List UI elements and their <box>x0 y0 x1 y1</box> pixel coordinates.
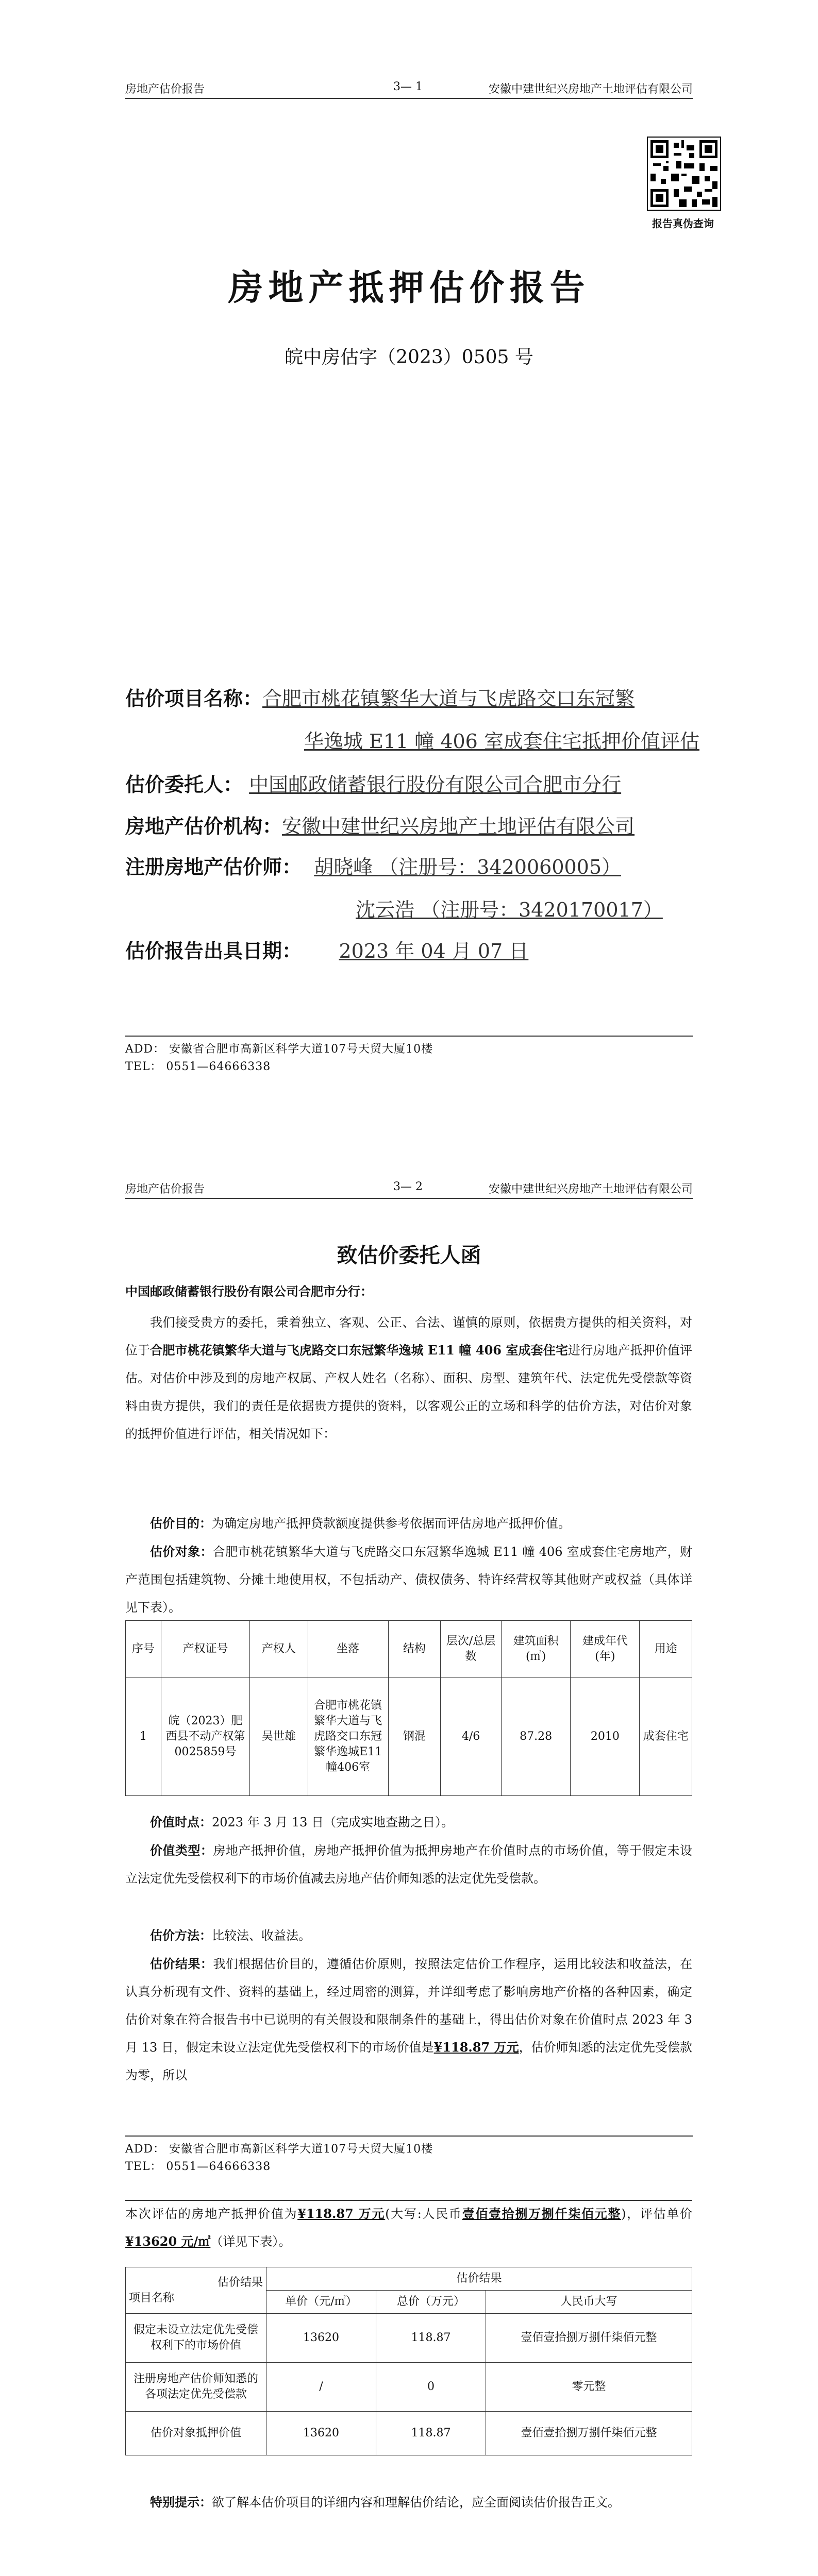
table-cell: 皖（2023）肥西县不动产权第0025859号 <box>161 1677 249 1796</box>
date-value: 2023 年 04 月 07 日 <box>339 940 529 962</box>
group-header: 估价结果 <box>266 2267 692 2291</box>
header-page-number: 3— 2 <box>393 1180 423 1193</box>
project-row-2 <box>304 725 727 754</box>
p3-intro-d: （详见下表）。 <box>210 2234 291 2249</box>
report-number: 皖中房估字（2023）0505 号 <box>285 347 533 368</box>
col-header: 建成年代(年) <box>571 1621 640 1677</box>
header-right: 安徽中建世纪兴房地产土地评估有限公司 <box>488 1183 693 1196</box>
p3-intro-b: (大写:人民币 <box>385 2207 462 2221</box>
header-left: 房地产估价报告 <box>125 1183 205 1196</box>
appraiser-2: 沈云浩 （注册号：3420170017） <box>356 899 663 921</box>
table-row <box>126 1677 692 1796</box>
p3-intro-c: )，评估单价 <box>621 2207 693 2221</box>
addressee-text: 中国邮政储蓄银行股份有限公司合肥市分行： <box>125 1284 373 1299</box>
qr-caption: 报告真伪查询 <box>652 217 714 230</box>
client-label: 估价委托人： <box>125 773 243 796</box>
table-cell: 13620 <box>266 2412 376 2455</box>
p3-intro-value: ¥118.87 万元 <box>297 2206 386 2221</box>
note-paragraph <box>125 2488 692 2516</box>
date-row <box>125 935 718 963</box>
result-paragraph <box>125 1950 692 2089</box>
appraiser-row-2 <box>356 894 716 922</box>
table-cell: 87.28 <box>501 1677 570 1796</box>
report-title: 房地产抵押估价报告 <box>228 267 590 309</box>
table-cell: 118.87 <box>376 2412 486 2455</box>
table-row <box>126 2412 692 2455</box>
object-label: 估价对象： <box>150 1544 213 1559</box>
table-cell: 0 <box>376 2363 486 2412</box>
appraiser-label: 注册房地产估价师： <box>125 855 302 878</box>
table-header-row <box>126 2267 692 2291</box>
value-type-label: 价值类型： <box>150 1843 213 1858</box>
result-value: ¥118.87 万元 <box>433 2040 519 2055</box>
table-row <box>126 2363 692 2412</box>
col-header: 用途 <box>640 1621 692 1677</box>
item-col-label: 项目名称 <box>129 2291 175 2304</box>
org-row <box>125 810 718 839</box>
table-cell: 2010 <box>571 1677 640 1796</box>
addressee <box>125 1278 692 1306</box>
client-value: 中国邮政储蓄银行股份有限公司合肥市分行 <box>249 773 622 796</box>
col-header: 产权证号 <box>161 1621 249 1677</box>
continuation-page <box>0 2200 818 2576</box>
table-cell: 零元整 <box>486 2363 692 2412</box>
footer-address: ADD： 安徽省合肥市高新区科学大道107号天贸大厦10楼 <box>125 2143 433 2156</box>
item-header-cell <box>126 2267 266 2314</box>
footer-tel: TEL： 0551—64666338 <box>125 1060 271 1073</box>
footer-tel: TEL： 0551—64666338 <box>125 2160 271 2173</box>
col-header: 建筑面积(㎡) <box>501 1621 570 1677</box>
project-value-line1: 合肥市桃花镇繁华大道与飞虎路交口东冠繁 <box>262 687 635 710</box>
result-table <box>125 2267 692 2455</box>
col-header: 坐落 <box>308 1621 388 1677</box>
result-col-label: 估价结果 <box>217 2276 263 2289</box>
appraiser-1: 胡晓峰 （注册号：3420060005） <box>314 856 622 878</box>
property-table <box>125 1620 692 1796</box>
value-date-paragraph <box>125 1808 692 1836</box>
method-text: 比较法、收益法。 <box>212 1928 311 1943</box>
project-label: 估价项目名称： <box>125 687 263 710</box>
method-paragraph <box>125 1922 692 1950</box>
result-label: 估价结果： <box>150 1956 213 1971</box>
client-row <box>125 769 718 797</box>
col-header: 总价（万元） <box>376 2291 486 2314</box>
date-label: 估价报告出具日期： <box>125 939 302 962</box>
table-cell: 1 <box>126 1677 161 1796</box>
result-text-a: 我们根据估价目的，遵循估价原则，按照法定估价工作程序，运用比较法和收益法，在认真分析现有文件、资料的基础上，经过周密的测算，并详细考虑了影响房地产价格的各种因素，确定估价对象在符合报告书中已说明的有关假设和限制条件的基础上，得出估价对象在价值时点 2023 年 3 月 13 日，假定未设立法定优先受偿权利下的市场价值是 <box>125 1957 693 2055</box>
object-paragraph <box>125 1538 692 1621</box>
page-footer <box>125 1036 693 1076</box>
intro-property: 合肥市桃花镇繁华大道与飞虎路交口东冠繁华逸城 E11 幢 406 室成套住宅 <box>150 1343 569 1358</box>
note-text: 欲了解本估价项目的详细内容和理解估价结论，应全面阅读估价报告正文。 <box>212 2495 620 2510</box>
table-cell: 13620 <box>266 2314 376 2363</box>
page-footer <box>125 2136 693 2176</box>
project-value-line2: 华逸城 E11 幢 406 室成套住宅抵押价值评估 <box>304 730 699 753</box>
p3-intro-upper: 壹佰壹拾捌万捌仟柒佰元整 <box>462 2206 622 2221</box>
col-header: 单价（元/㎡） <box>266 2291 376 2314</box>
table-row <box>126 2314 692 2363</box>
value-date-text: 2023 年 3 月 13 日（完成实地查勘之日）。 <box>212 1815 454 1829</box>
table-cell: 钢混 <box>388 1677 440 1796</box>
table-cell: 估价对象抵押价值 <box>126 2412 266 2455</box>
table-cell: 合肥市桃花镇繁华大道与飞虎路交口东冠繁华逸城E11幢406室 <box>308 1677 388 1796</box>
col-header: 人民币大写 <box>486 2291 692 2314</box>
intro-text-a: 我们接受贵方的委托，秉着独立、客观、公正、合法、谨慎的原则，依据贵方提供的相关资料，对位于 <box>125 1315 692 1358</box>
table-cell: 4/6 <box>441 1677 502 1796</box>
col-header: 序号 <box>126 1621 161 1677</box>
purpose-text: 为确定房地产抵押贷款额度提供参考依据而评估房地产抵押价值。 <box>212 1516 571 1531</box>
table-cell: 假定未设立法定优先受偿权利下的市场价值 <box>126 2314 266 2363</box>
p3-intro-a: 本次评估的房地产抵押价值为 <box>125 2207 298 2221</box>
table-cell: / <box>266 2363 376 2412</box>
purpose-label: 估价目的： <box>150 1516 212 1531</box>
object-text: 合肥市桃花镇繁华大道与飞虎路交口东冠繁华逸城 E11 幢 406 室成套住宅房地产，财产范围包括建筑物、分摊土地使用权，不包括动产、债权债务、特许经营权等其他财产或权益（具体详见下表）。 <box>125 1545 692 1615</box>
header-left: 房地产估价报告 <box>125 83 205 96</box>
project-row <box>125 683 718 711</box>
org-value: 安徽中建世纪兴房地产土地评估有限公司 <box>282 815 635 838</box>
intro-text-c: 进行房地产抵押价值评估。对估价中涉及到的房地产权属、产权人姓名（名称）、面积、房型、建筑年代、法定优先受偿款等资料由贵方提供，我们的责任是依据贵方提供的资料，以客观公正的立场和科学的估价方法，对估价对象的抵押价值进行评估，相关情况如下： <box>125 1343 693 1441</box>
header-page-number: 3— 1 <box>393 80 423 93</box>
letter-page <box>0 1100 818 2200</box>
purpose-paragraph <box>125 1510 692 1537</box>
table-header-row <box>126 1621 692 1677</box>
p3-intro-unit: ¥13620 元/㎡ <box>125 2234 211 2249</box>
value-type-text: 房地产抵押价值，房地产抵押价值为抵押房地产在价值时点的市场价值，等于假定未设立法定优先受偿权利下的市场价值减去房地产估价师知悉的法定优先受偿款。 <box>125 1843 693 1886</box>
result-text-b: ，估价师知悉的法定优先受偿款为零，所以 <box>125 2040 693 2082</box>
page-header <box>125 1180 693 1199</box>
appraiser-row <box>125 851 718 879</box>
table-cell: 壹佰壹拾捌万捌仟柒佰元整 <box>486 2412 692 2455</box>
col-header: 产权人 <box>250 1621 308 1677</box>
qr-code-icon <box>648 138 720 210</box>
table-cell: 注册房地产估价师知悉的各项法定优先受偿款 <box>126 2363 266 2412</box>
footer-address: ADD： 安徽省合肥市高新区科学大道107号天贸大厦10楼 <box>125 1043 433 1056</box>
table-cell: 壹佰壹拾捌万捌仟柒佰元整 <box>486 2314 692 2363</box>
table-cell: 成套住宅 <box>640 1677 692 1796</box>
cover-page <box>0 0 818 1100</box>
p3-intro-paragraph <box>125 2200 692 2256</box>
qr-code[interactable] <box>647 137 721 211</box>
value-date-label: 价值时点： <box>150 1815 212 1829</box>
table-cell: 吴世雄 <box>250 1677 308 1796</box>
header-right: 安徽中建世纪兴房地产土地评估有限公司 <box>488 83 693 96</box>
col-header: 结构 <box>388 1621 440 1677</box>
intro-paragraph <box>125 1309 692 1448</box>
col-header: 层次/总层数 <box>441 1621 502 1677</box>
table-cell: 118.87 <box>376 2314 486 2363</box>
method-label: 估价方法： <box>150 1928 212 1943</box>
page-header <box>125 80 693 99</box>
note-label: 特别提示： <box>150 2495 212 2510</box>
value-type-paragraph <box>125 1837 692 1892</box>
org-label: 房地产估价机构： <box>125 815 282 838</box>
letter-title: 致估价委托人函 <box>337 1243 481 1267</box>
